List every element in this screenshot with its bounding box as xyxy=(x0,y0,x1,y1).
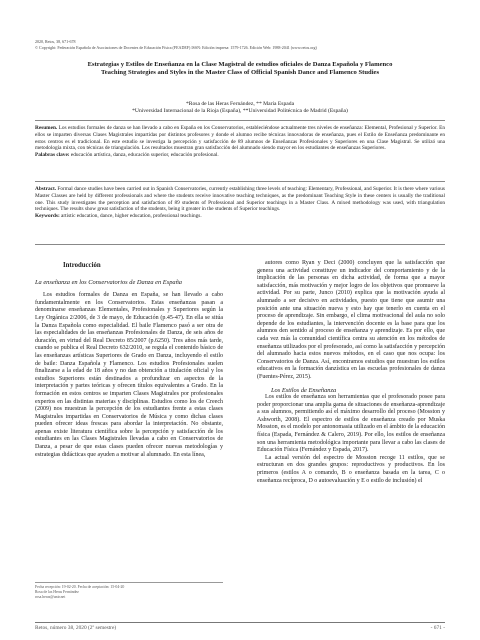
article-title xyxy=(35,61,445,77)
footer-issue: Retos, número 38, 2020 (2º semestre) xyxy=(35,625,117,631)
divider xyxy=(35,181,445,182)
divider xyxy=(35,120,445,121)
abstract-label: Abstract. xyxy=(35,186,57,192)
journal-header xyxy=(35,39,317,51)
journal-citation: 2020, Retos, 38, 671-678 xyxy=(35,39,76,44)
divider xyxy=(35,244,445,245)
footnote-email: rosa.heras@unir.net xyxy=(35,595,66,599)
author-names: *Rosa de las Heras Fernández, ** María Espada xyxy=(185,101,295,107)
palabras-clave-label: Palabras clave: xyxy=(35,152,70,159)
subsection-heading: La enseñanza en los Conservatorios de Danza en España xyxy=(35,278,182,286)
section-heading: Introducción xyxy=(63,262,101,269)
title-spanish: Estrategias y Estilos de Enseñanza en la Clase Magistral de estudios oficiales de Danza Española y Flamenco xyxy=(87,61,393,68)
author-block xyxy=(35,101,445,115)
title-english: Teaching Strategies and Styles in the Master Class of Official Spanish Dance and Flamenco Studies xyxy=(100,69,380,76)
body-paragraph: La actual versión del espectro de Mosston recoge 11 estilos, que se estructuran en dos grandes grupos: reproductivos y productivos. En los primeros (estilos A o comando, B o enseñanza basada en la tarea, C o enseñanza recíproca, D o autoevaluación y E o estilo de inclusión) el xyxy=(257,454,445,484)
footnote-dates: Fecha recepción: 19-02-20. Fecha de aceptación: 15-04-20 xyxy=(35,585,125,589)
left-column xyxy=(35,262,223,459)
author-affiliations: *Universidad Internacional de la Rioja (España), **Universidad Politécnica de Madrid (España) xyxy=(132,108,348,114)
keywords-label: Keywords: xyxy=(35,213,60,220)
page-footer xyxy=(35,622,445,631)
page-number: - 671 - xyxy=(430,625,445,631)
body-paragraph: Los estudios formales de Danza en España, se han llevado a cabo fundamentalmente en los Conservatorios. Estas enseñanzas pasan a denominarse enseñanzas Elementales, Profesionales y Superiores según la Ley Orgánica 2/2006, de 3 de mayo, de Educación (p.45-47). En ella se sitúa la Danza Española como especialidad. El baile Flamenco pasó a ser otra de las especialidades de las enseñanzas Profesionales de Danza, de seis años de duración, en virtud del Real Decreto 85/2007 (p.6250). Tres años más tarde, cuando se publica el Real Decreto 632/2010, se regula el contenido básico de las enseñanzas artísticas Superiores de Grado en Danza, incluyendo el estilo de baile: Danza Española y Flamenco. Los estudios Profesionales suelen finalizarse a la edad de 18 años y no dan obtención a titulación oficial y los estudios Superiores están destinados a profundizar en aspectos de la interpretación y partes teóricas y ofrecen títulos equivalentes a Grado. En la formación en estos centros se imparten Clases Magistrales por profesionales expertos en las distintas materias y disciplinas. Estudios como los de Creech (2009) nos muestran la percepción de los estudiantes frente a estas clases Magistrales impartidas en Conservatorios de Música y como dichas clases pueden ofrecer ideas frescas para abordar la interpretación. No obstante, apenas existe literatura científica sobre la percepción y satisfacción de los estudiantes en las Clases Magistrales llevadas a cabo en Conservatorios de Danza, a pesar de que estas clases pueden ofrecer nuevas metodologías y estrategias didácticas que ayuden a motivar al alumnado. En esta línea, xyxy=(35,292,223,458)
subsection-heading: Los Estilos de Enseñanza xyxy=(271,386,337,394)
right-column xyxy=(257,260,445,485)
resumen-label: Resumen. xyxy=(35,125,58,131)
palabras-clave-text: educación artística, danza, educación superior, educación profesional. xyxy=(70,152,219,159)
journal-copyright: © Copyright: Federación Española de Asociaciones de Docentes de Educación Física (FEADEF) ISSN: Edición impresa: 1579-1726. Edición Web: 1988-2041 (www.retos.org) xyxy=(35,45,317,50)
keywords-text: artistic education, dance, higher education, professional teachings. xyxy=(61,213,202,220)
body-paragraph: autores como Ryan y Deci (2000) concluyen que la satisfacción que genera una actividad constituye un indicador del comportamiento y de la implicación de las personas en dicha actividad, de forma que a mayor satisfacción, más motivación y mejor logro de los objetivos que promueve la actividad. Por su parte, Junco (2010) explica que la motivación ayuda al alumnado a ser decisivo en actividades, puesto que tiene que asumir una posición ante una situación nueva y esto hay que tenerlo en cuenta en el proceso de aprendizaje. Sin embargo, el clima motivacional del aula no solo depende de los estudiantes, la intervención docente es la base para que los alumnos den sentido al proceso de enseñanza y aprendizaje. Es por ello, que cada vez más la comunidad científica centra su atención en los métodos de enseñanza utilizados por el profesorado, así como la satisfacción y percepción del alumnado hacia estos nuevos métodos, en el caso que nos ocupa: los Conservatorios de Danza. Así, encontramos estudios que muestran los estilos educativos en la formación danzística en las escuelas profesionales de danza (Fuentes-Pérez, 2015). xyxy=(257,260,445,380)
abstract-text: Formal dance studies have been carried out in Spanish Conservatories, currently establishing three levels of teaching: Elementary, Professional, and Superior. It is there where various Master Classes are held by different professionals and where the students receive innovative teaching techniques, as the predominant Teaching Style in these centers is usually the traditional one. This study investigates the perception and satisfaction of 89 students of Professional and Superior teachings in a Master Class. A mixed methodology was used, with triangulation techniques. The results show great satisfaction of the students, being it greater in the students of Superior teachings. xyxy=(35,186,445,213)
footnote-author: Rosa de las Heras Fernández xyxy=(35,590,79,594)
abstract-block xyxy=(35,186,445,220)
footnote xyxy=(35,582,223,600)
resumen-text: Los estudios formales de danza se han llevado a cabo en España en los Conservatorios, estableciéndose actualmente tres niveles de enseñanza: Elemental, Profesional y Superior. En ellos se imparten diversas Clases Magistrales impartidas por distintos profesores y donde el alumno recibe técnicas innovadoras de enseñanza, pues el Estilo de Enseñanza predominante en estos centros es el tradicional. En este estudio se investiga la percepción y satisfacción de 89 alumnos de Enseñanzas Profesionales y Superiores en una Clase Magistral. Se utilizó una metodología mixta, con técnicas de triangulación. Los resultados muestran gran satisfacción del alumnado siendo mayor en los estudiantes de enseñanzas Superiores. xyxy=(35,125,445,152)
body-paragraph: Los estilos de enseñanza son herramientas que el profesorado posee para poder proporcionar una amplia gama de situaciones de enseñanza-aprendizaje a sus alumnos, permitiendo así el máximo desarrollo del proceso (Mosston y Ashworth, 2008). El espectro de estilos de enseñanza creado por Muska Mosston, es el modelo por antonomasia utilizado en el ámbito de la educación física (Espada, Fernández & Calero, 2019). Por ello, los estilos de enseñanza son una herramienta metodológica importante para llevar a cabo las clases de Educación Física (Fernández y Espada, 2017). xyxy=(257,394,445,454)
resumen-block xyxy=(35,125,445,159)
